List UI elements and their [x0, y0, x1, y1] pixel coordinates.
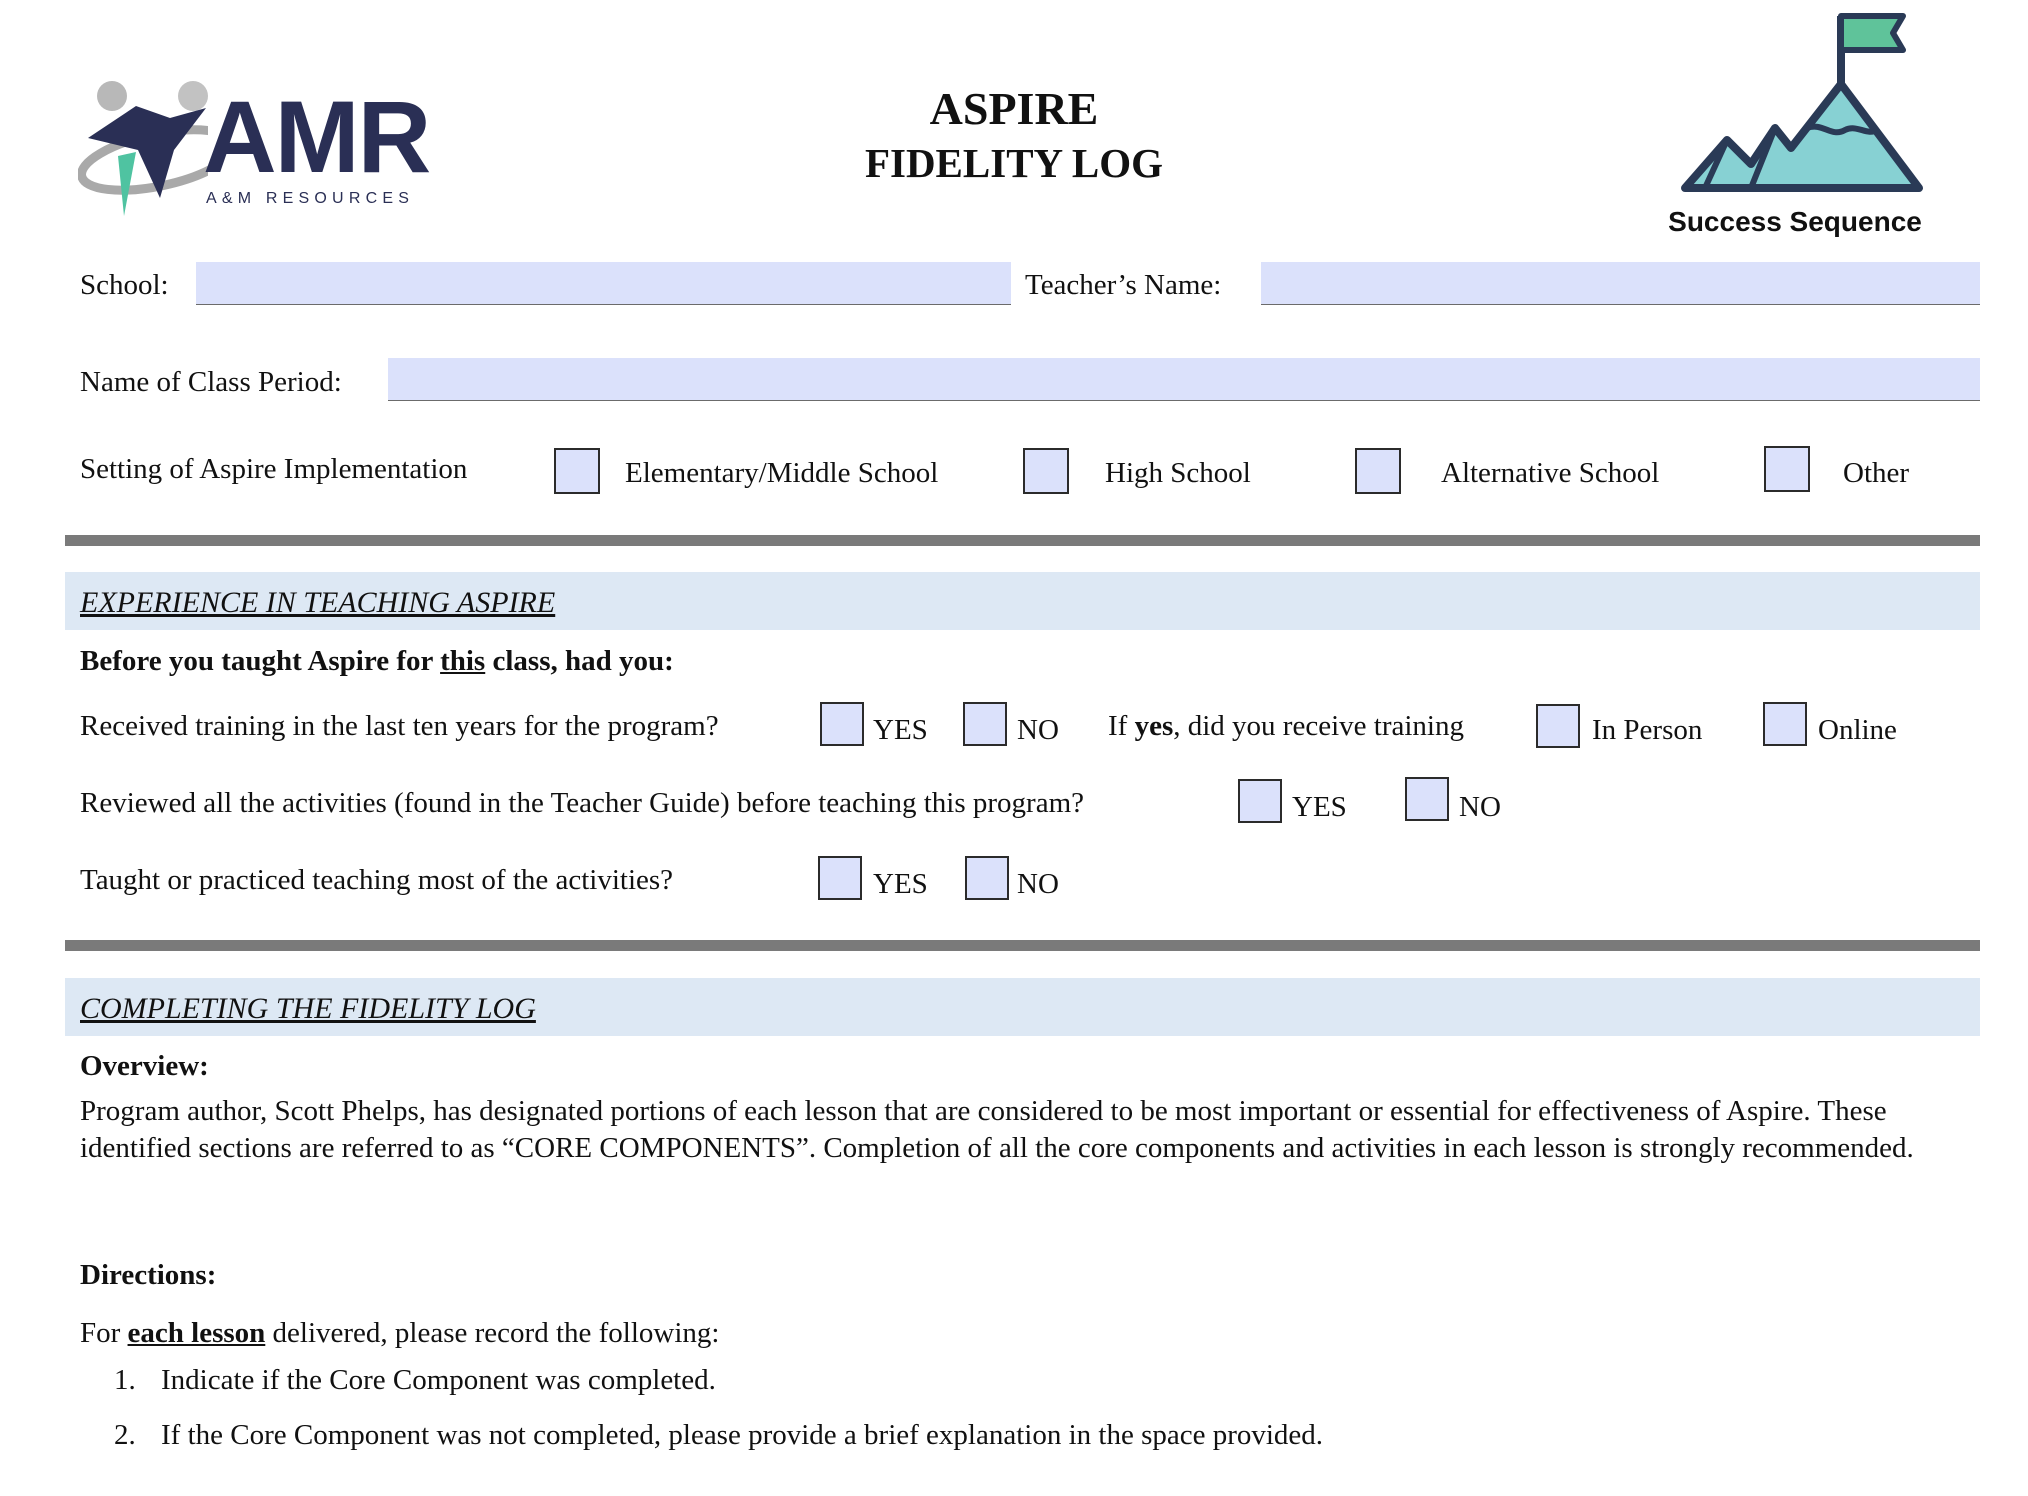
training-yes-checkbox[interactable] [820, 702, 864, 746]
school-label: School: [80, 269, 169, 301]
training-online-checkbox[interactable] [1763, 702, 1807, 746]
reviewed-no-checkbox[interactable] [1405, 777, 1449, 821]
experience-intro-after: class, had you: [485, 645, 674, 677]
training-no-checkbox[interactable] [963, 702, 1007, 746]
success-sequence-logo [1655, 10, 1935, 240]
class-period-field[interactable] [388, 358, 1980, 401]
amr-wordmark: AMR [203, 80, 430, 194]
setting-alternative-checkbox[interactable] [1355, 448, 1401, 494]
question-training: Received training in the last ten years for the program? [80, 710, 719, 742]
setting-alternative-label: Alternative School [1441, 457, 1660, 489]
success-sequence-caption: Success Sequence [1668, 206, 1922, 237]
completing-section-title: COMPLETING THE FIDELITY LOG [80, 992, 536, 1025]
setting-high-school-label: High School [1105, 457, 1251, 489]
setting-other-label: Other [1843, 457, 1910, 489]
experience-intro-before: Before you taught Aspire for [80, 645, 441, 677]
page-subtitle: FIDELITY LOG [864, 140, 1164, 186]
training-yes-label: YES [873, 714, 928, 746]
practiced-yes-label: YES [873, 868, 928, 900]
practiced-yes-checkbox[interactable] [818, 856, 862, 900]
reviewed-yes-label: YES [1292, 791, 1347, 823]
class-period-label: Name of Class Period: [80, 366, 342, 398]
overview-heading: Overview: [80, 1050, 209, 1082]
mountain-flag-icon [1655, 10, 1935, 200]
training-no-label: NO [1017, 714, 1059, 746]
practiced-no-checkbox[interactable] [965, 856, 1009, 900]
experience-intro [80, 647, 674, 676]
setting-high-school-checkbox[interactable] [1023, 448, 1069, 494]
question-practiced: Taught or practiced teaching most of the activities? [80, 864, 674, 896]
teacher-name-field[interactable] [1261, 262, 1980, 305]
training-followup-emph: yes [1134, 710, 1174, 742]
training-in-person-label: In Person [1592, 714, 1703, 746]
overview-text: Program author, Scott Phelps, has designated portions of each lesson that are considered to be most important or essential for effectiveness of Aspire. These identified sections are referred to as “CORE COMPONENTS”. Completion of all the core components and activities in each lesson is strongly recommended. [80, 1095, 1914, 1164]
step-text: Indicate if the Core Component was completed. [161, 1364, 716, 1396]
school-field[interactable] [196, 262, 1011, 305]
amr-subtitle: A&M RESOURCES [206, 190, 415, 207]
teacher-name-label: Teacher’s Name: [1025, 269, 1222, 301]
training-followup-after: , did you receive training [1173, 710, 1464, 742]
setting-other-checkbox[interactable] [1764, 446, 1810, 492]
setting-elementary-label: Elementary/Middle School [625, 457, 939, 489]
reviewed-no-label: NO [1459, 791, 1501, 823]
reviewed-yes-checkbox[interactable] [1238, 779, 1282, 823]
training-online-label: Online [1818, 714, 1897, 746]
directions-intro-emph: each lesson [127, 1317, 266, 1349]
training-in-person-checkbox[interactable] [1536, 704, 1580, 748]
section-divider [65, 940, 1980, 951]
page-title: ASPIRE [929, 83, 1099, 134]
step-number: 1. [114, 1364, 136, 1396]
training-followup-before: If [1108, 710, 1135, 742]
experience-section-header [65, 572, 1980, 630]
completing-section-header [65, 978, 1980, 1036]
step-text: If the Core Component was not completed, please provide a brief explanation in the space provided. [161, 1419, 1324, 1451]
directions-intro [80, 1319, 719, 1348]
setting-elementary-checkbox[interactable] [554, 448, 600, 494]
training-followup [1108, 712, 1464, 741]
directions-intro-after: delivered, please record the following: [265, 1317, 720, 1349]
setting-label: Setting of Aspire Implementation [80, 453, 468, 485]
step-number: 2. [114, 1419, 136, 1451]
question-reviewed: Reviewed all the activities (found in the Teacher Guide) before teaching this program? [80, 787, 1084, 819]
directions-heading: Directions: [80, 1259, 217, 1291]
directions-intro-before: For [80, 1317, 128, 1349]
section-divider [65, 535, 1980, 546]
experience-section-title: EXPERIENCE IN TEACHING ASPIRE [80, 586, 556, 619]
practiced-no-label: NO [1017, 868, 1059, 900]
experience-intro-emph: this [440, 645, 486, 677]
